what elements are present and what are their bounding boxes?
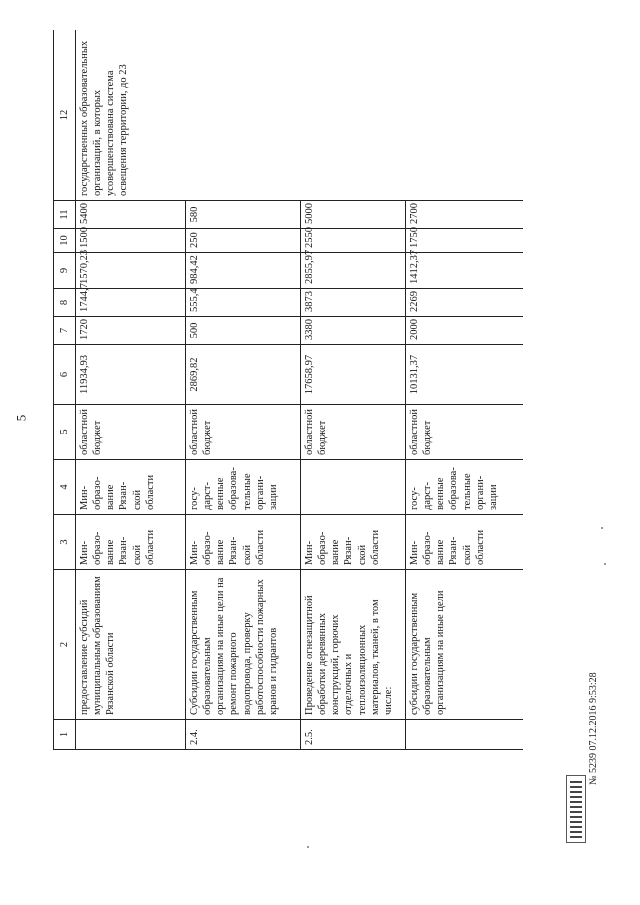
amount-col-10: 2550 [301,229,406,253]
executor: Мин-образо-вание Рязан-ской области [301,515,406,570]
funding-source: областной бюджет [186,405,301,460]
amount-col-9: 1412,37 [406,253,524,289]
executor: Мин-образо-вание Рязан-ской области [406,515,524,570]
header-cell: 5 [54,405,76,460]
scan-speck [604,563,606,565]
measure-name: Субсидии государственным образовательным организациям на иные цели на ремонт пожарного водопровода, проверку работоспособности пожарных кранов и гидрантов [186,570,301,720]
amount-col-10: 1500 [76,229,186,253]
scan-speck [601,527,603,529]
amount-col-11: 580 [186,201,301,229]
recipient: госу-дарст-венные образова-тельные органи-зации [186,460,301,515]
page-number-text: 5 [13,414,29,422]
amount-col-7: 500 [186,317,301,345]
header-cell: 2 [54,570,76,720]
barcode-stamp [566,775,586,843]
row-number: 2.4. [186,720,301,750]
header-cell: 7 [54,317,76,345]
header-cell: 10 [54,229,76,253]
measure-name: предоставление субсидий муниципальным образованиям Рязанской области [76,570,186,720]
header-cell: 4 [54,460,76,515]
amount-col-8: 555,4 [186,289,301,317]
table-header-row [54,30,76,750]
table-row [76,30,186,750]
total-amount: 11934,93 [76,345,186,405]
executor: Мин-образо-вание Рязан-ской области [76,515,186,570]
executor: Мин-образо-вание Рязан-ской области [186,515,301,570]
row-number [406,720,524,750]
total-amount: 17658,97 [301,345,406,405]
header-cell: 6 [54,345,76,405]
recipient: госу-дарст-венные образова-тельные органи-зации [406,460,524,515]
row-number: 2.5. [301,720,406,750]
amount-col-11: 5000 [301,201,406,229]
row-number [76,720,186,750]
funding-source: областной бюджет [76,405,186,460]
measure-name: Проведение огнезащитной обработки деревянных конструкций, горючих отделочных и теплоизоляционных материалов, тканей, в том числе: [301,570,406,720]
header-cell: 1 [54,720,76,750]
amount-col-9: 984,42 [186,253,301,289]
page-number [13,410,29,426]
amount-col-9: 2855,97 [301,253,406,289]
amount-col-8: 2269 [406,289,524,317]
funding-source: областной бюджет [301,405,406,460]
amount-col-7: 2000 [406,317,524,345]
header-cell: 8 [54,289,76,317]
amount-col-8: 1744,7 [76,289,186,317]
registration-stamp-text: № 5239 07.12.2016 9:53:28 [588,672,599,785]
header-cell: 3 [54,515,76,570]
amount-col-8: 3873 [301,289,406,317]
amount-col-10: 1750 [406,229,524,253]
amount-col-11: 5400 [76,201,186,229]
scan-speck [307,846,309,848]
amount-col-9: 1570,23 [76,253,186,289]
expected-result: государственных образовательных организаций, в которых усовершенствована система освещения территории, до 23 [76,30,524,201]
header-cell: 12 [54,30,76,201]
header-cell: 9 [54,253,76,289]
recipient [301,460,406,515]
amount-col-10: 250 [186,229,301,253]
measure-name: субсидии государственным образовательным организациям на иные цели [406,570,524,720]
header-cell: 11 [54,201,76,229]
total-amount: 10131,37 [406,345,524,405]
rotated-landscape-page [53,30,523,750]
total-amount: 2869,82 [186,345,301,405]
amount-col-7: 3380 [301,317,406,345]
document-table-container [53,30,523,750]
funding-source: областной бюджет [406,405,524,460]
program-measures-table [53,30,523,750]
recipient: Мин-образо-вание Рязан-ской области [76,460,186,515]
amount-col-11: 2700 [406,201,524,229]
amount-col-7: 1720 [76,317,186,345]
